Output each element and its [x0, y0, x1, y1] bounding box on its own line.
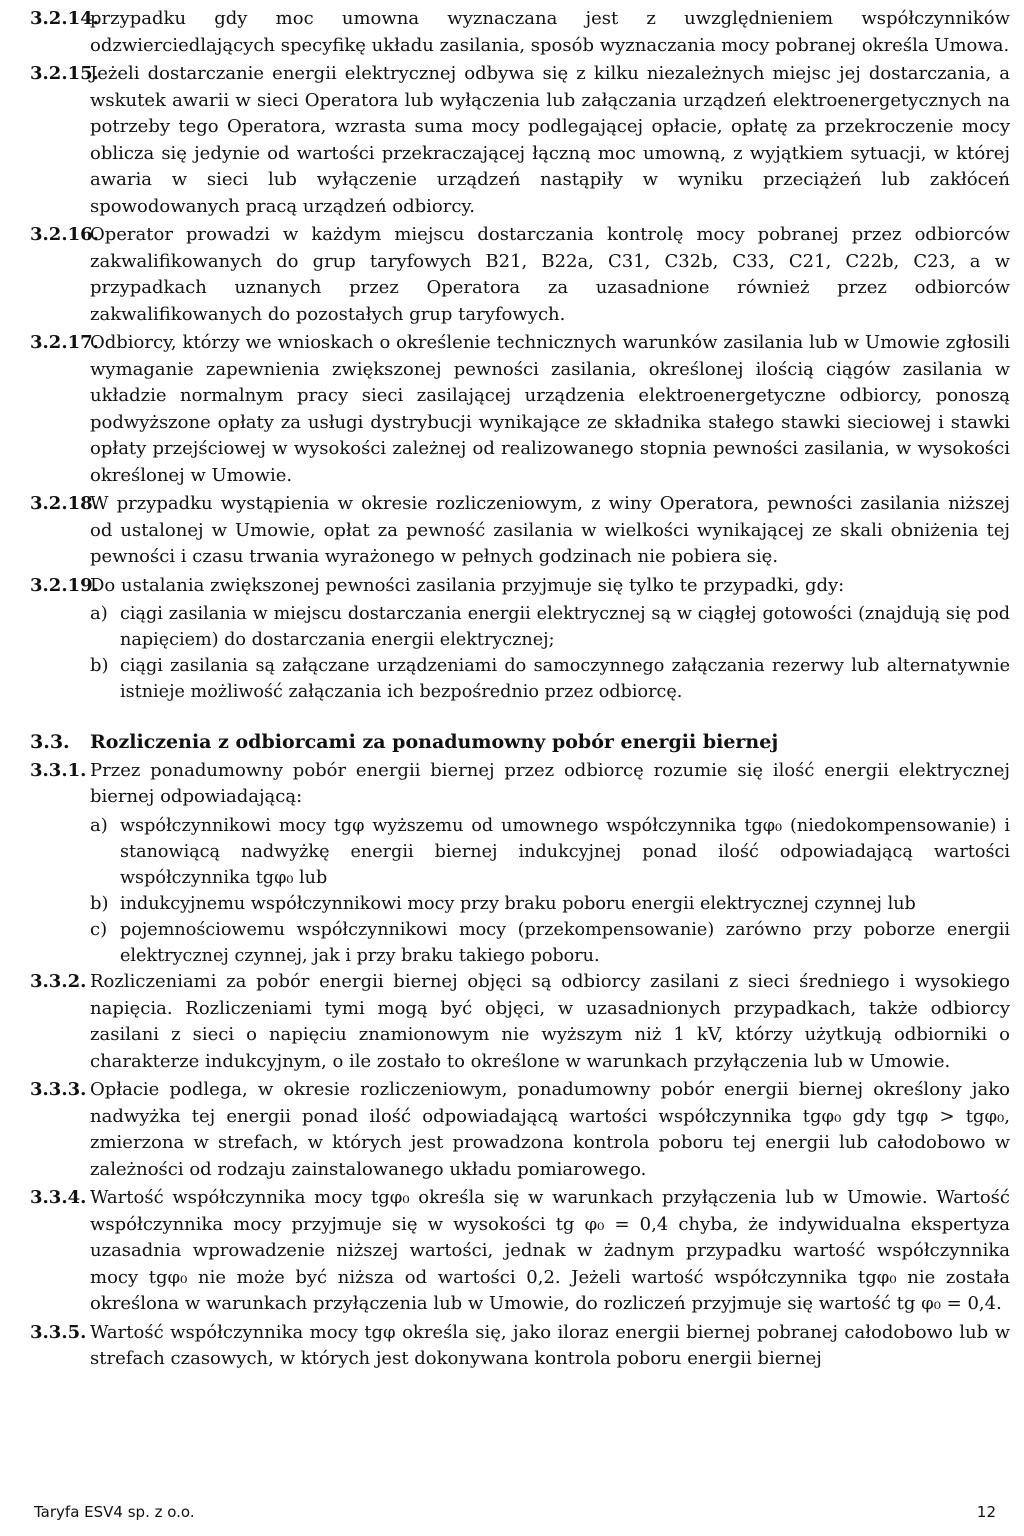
list-item: [90, 653, 1010, 705]
list-item-text: indukcyjnemu współczynnikowi mocy przy braku poboru energii elektrycznej czynnej lub: [120, 893, 916, 914]
list-item-text: pojemnościowemu współczynnikowi mocy (przekompensowanie) zarówno przy poborze energii elektrycznej czynnej, jak i przy braku takiego poboru.: [120, 920, 1010, 966]
paragraph-number: 3.2.15.: [30, 63, 99, 84]
paragraph-number: 3.3.1.: [30, 759, 87, 781]
list-item: [90, 917, 1010, 969]
list-item-text: współczynnikowi mocy tgφ wyższemu od umownego współczynnika tgφ₀ (niedokompensowanie) i stanowiącą nadwyżkę energii biernej indukcyjnej ponad ilość odpowiadającą wartości współczynnika tgφ₀ lub: [120, 815, 1010, 888]
paragraph-3-2-18: [30, 491, 1010, 571]
paragraph-3-2-14: [30, 6, 1010, 59]
paragraph-3-3-5: [30, 1320, 1010, 1373]
paragraph-number: 3.3.2.: [30, 971, 87, 992]
paragraph-text: Jeżeli dostarczanie energii elektrycznej odbywa się z kilku niezależnych miejsc jej dostarczania, a wskutek awarii w sieci Operatora lub wyłączenia lub załączania urządzeń elektroenergetycznych na potrzeby tego Operatora, wzrasta suma mocy podlegającej opłacie, opłatę za przekroczenie mocy oblicza się jedynie od wartości przekraczającej łączną moc umowną, z wyjątkiem sytuacji, w której awaria w sieci lub wyłączenie urządzeń nastąpiły w wyniku przeciążeń lub zakłóceń spowodowanych pracą urządzeń odbiorcy.: [90, 63, 1010, 217]
paragraph-text: Rozliczeniami za pobór energii biernej objęci są odbiorcy zasilani z sieci średniego i wysokiego napięcia. Rozliczeniami tymi mogą być objęci, w uzasadnionych przypadkach, także odbiorcy zasilani z sieci o napięciu znamionowym nie wyższym niż 1 kV, którzy użytkują odbiorniki o charakterze indukcyjnym, o ile zostało to określone w warunkach przyłączenia lub w Umowie.: [90, 971, 1010, 1072]
paragraph-text: Wartość współczynnika mocy tgφ określa się, jako iloraz energii biernej pobranej całodobowo lub w strefach czasowych, w których jest dokonywana kontrola poboru energii biernej: [90, 1321, 1010, 1369]
paragraph-number: 3.3.5.: [30, 1321, 87, 1343]
paragraph-3-2-15: [30, 61, 1010, 220]
list-letter: b): [90, 892, 109, 914]
paragraph-3-2-16: [30, 222, 1010, 328]
paragraph-text: Przez ponadumowny pobór energii biernej przez odbiorcę rozumie się ilość energii elektrycznej biernej odpowiadającą:: [90, 759, 1010, 807]
list-letter: a): [90, 814, 108, 836]
paragraph-3-2-17: [30, 330, 1010, 489]
paragraph-3-3-2: [30, 969, 1010, 1075]
list-item: [90, 601, 1010, 653]
paragraph-text: przypadku gdy moc umowna wyznaczana jest z uwzględnieniem współczynników odzwierciedlających specyfikę układu zasilania, sposób wyznaczania mocy pobranej określa Umowa.: [90, 8, 1010, 56]
page-footer: [34, 1503, 996, 1521]
paragraph-number: 3.2.14.: [30, 8, 99, 29]
list-letter: a): [90, 603, 108, 624]
paragraph-3-2-19: [30, 573, 1010, 600]
paragraph-number: 3.2.16.: [30, 224, 99, 245]
paragraph-number: 3.2.18.: [30, 493, 99, 514]
paragraph-text: W przypadku wystąpienia w okresie rozliczeniowym, z winy Operatora, pewności zasilania niższej od ustalonej w Umowie, opłat za pewność zasilania w wielkości wynikającej ze skali obniżenia tej pewności i czasu trwania wyrażonego w pełnych godzinach nie pobiera się.: [90, 493, 1010, 567]
list-letter: b): [90, 655, 109, 676]
list-item-text: ciągi zasilania w miejscu dostarczania energii elektrycznej są w ciągłej gotowości (znajdują się pod napięciem) do dostarczania energii elektrycznej;: [120, 604, 1010, 650]
paragraph-text: Operator prowadzi w każdym miejscu dostarczania kontrolę mocy pobranej przez odbiorców zakwalifikowanych do grup taryfowych B21, B22a, C31, C32b, C33, C21, C22b, C23, a w przypadkach uznanych przez Operatora za uzasadnione również przez odbiorców zakwalifikowanych do pozostałych grup taryfowych.: [90, 224, 1010, 325]
paragraph-text: Opłacie podlega, w okresie rozliczeniowym, ponadumowny pobór energii biernej określony jako nadwyżka tej energii ponad ilość odpowiadającą wartości współczynnika tgφ₀ gdy tgφ > tgφ₀, zmierzona w strefach, w których jest prowadzona kontrola poboru tej energii lub całodobowo w zależności od rodzaju zainstalowanego układu pomiarowego.: [90, 1079, 1010, 1180]
list-item-text: ciągi zasilania są załączane urządzeniami do samoczynnego załączania rezerwy lub alternatywnie istnieje możliwość załączania ich bezpośrednio przez odbiorcę.: [120, 656, 1010, 702]
page-number: 12: [976, 1503, 996, 1521]
footer-company: Taryfa ESV4 sp. z o.o.: [34, 1503, 195, 1521]
list-letter: c): [90, 919, 108, 940]
paragraph-number: 3.2.19.: [30, 574, 99, 596]
document-body: [30, 6, 1010, 1375]
list-item: [90, 813, 1010, 891]
paragraph-text: Odbiorcy, którzy we wnioskach o określenie technicznych warunków zasilania lub w Umowie zgłosili wymaganie zapewnienia zwiększonej pewności zasilania, określonej ilością ciągów zasilania w układzie normalnym pracy sieci zasilającej urządzenia elektroenergetyczne odbiorcy, ponoszą podwyższone opłaty za usługi dystrybucji wynikające ze składnika stałego stawki sieciowej i stawki opłaty przejściowej w wysokości zależnej od realizowanego stopnia pewności zasilania, w wysokości określonej w Umowie.: [90, 332, 1010, 486]
paragraph-3-3-3: [30, 1077, 1010, 1183]
paragraph-3-3-4: [30, 1185, 1010, 1318]
paragraph-number: 3.3.4.: [30, 1187, 87, 1208]
paragraph-text: Do ustalania zwiększonej pewności zasilania przyjmuje się tylko te przypadki, gdy:: [90, 574, 845, 596]
section-number: 3.3.: [30, 731, 70, 753]
paragraph-3-3-1: [30, 758, 1010, 811]
paragraph-number: 3.2.17.: [30, 332, 99, 353]
paragraph-number: 3.3.3.: [30, 1079, 87, 1100]
section-title: Rozliczenia z odbiorcami za ponadumowny pobór energii biernej: [90, 731, 779, 753]
section-heading: [30, 729, 1010, 756]
list-item: [90, 891, 1010, 918]
paragraph-text: Wartość współczynnika mocy tgφ₀ określa się w warunkach przyłączenia lub w Umowie. Wartość współczynnika mocy przyjmuje się w wysokości tg φ₀ = 0,4 chyba, że indywidualna ekspertyza uzasadnia wprowadzenie niższej wartości, jednak w żadnym przypadku wartość współczynnika mocy tgφ₀ nie może być niższa od wartości 0,2. Jeżeli wartość współczynnika tgφ₀ nie została określona w warunkach przyłączenia lub w Umowie, do rozliczeń przyjmuje się wartość tg φ₀ = 0,4.: [90, 1187, 1010, 1314]
